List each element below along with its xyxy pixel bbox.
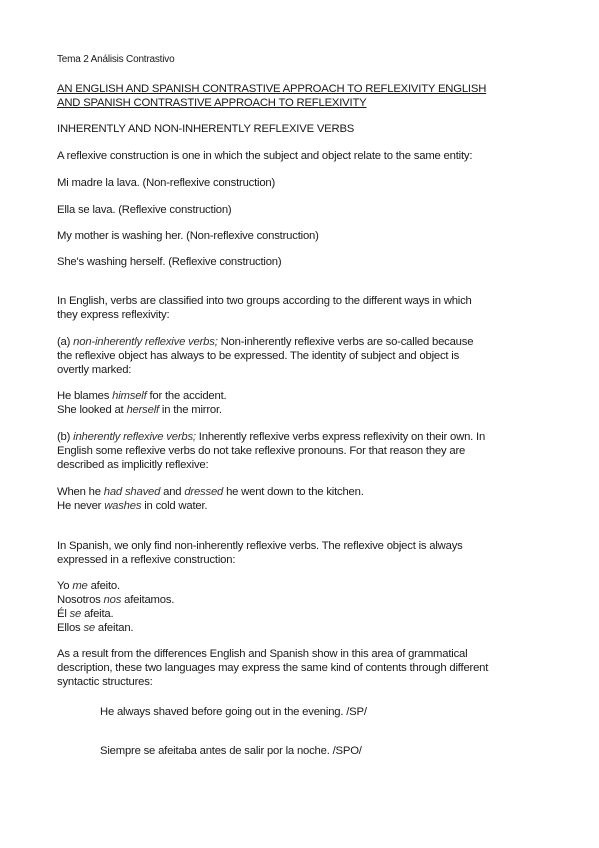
- example-sentence: My mother is washing her. (Non-reflexive construction): [57, 230, 319, 242]
- example-a-line: She looked at herself in the mirror.: [57, 404, 222, 416]
- point-a-line: the reflexive object has always to be expressed. The identity of subject and object is: [57, 350, 460, 362]
- example-sentence: Mi madre la lava. (Non-reflexive construction): [57, 177, 276, 189]
- example-b-line: When he had shaved and dressed he went down to the kitchen.: [57, 486, 364, 498]
- example-sentence: She's washing herself. (Reflexive construction): [57, 256, 282, 268]
- conclusion-line: syntactic structures:: [57, 676, 153, 688]
- final-example: Siempre se afeitaba antes de salir por la noche. /SPO/: [100, 745, 362, 757]
- point-a-line: overtly marked:: [57, 364, 132, 376]
- spanish-example: Él se afeita.: [57, 608, 114, 620]
- conclusion-line: As a result from the differences English and Spanish show in this area of grammatical: [57, 648, 468, 660]
- spanish-intro-line: expressed in a reflexive construction:: [57, 554, 236, 566]
- final-example: He always shaved before going out in the evening. /SP/: [100, 706, 367, 718]
- example-sentence: Ella se lava. (Reflexive construction): [57, 204, 232, 216]
- example-b-line: He never washes in cold water.: [57, 500, 208, 512]
- title-line-1: AN ENGLISH AND SPANISH CONTRASTIVE APPROACH TO REFLEXIVITY ENGLISH: [57, 83, 487, 95]
- conclusion-line: description, these two languages may express the same kind of contents through different: [57, 662, 489, 674]
- english-intro-line: In English, verbs are classified into two groups according to the different ways in which: [57, 295, 472, 307]
- spanish-example: Ellos se afeitan.: [57, 622, 134, 634]
- section-heading: INHERENTLY AND NON-INHERENTLY REFLEXIVE VERBS: [57, 123, 355, 135]
- term-inherently-reflexive: inherently reflexive verbs;: [73, 431, 196, 443]
- spanish-example: Nosotros nos afeitamos.: [57, 594, 175, 606]
- title-line-2: AND SPANISH CONTRASTIVE APPROACH TO REFLEXIVITY: [57, 97, 367, 109]
- document-header: Tema 2 Análisis Contrastivo: [57, 54, 175, 65]
- point-b-line: English some reflexive verbs do not take reflexive pronouns. For that reason they are: [57, 445, 466, 457]
- example-a-line: He blames himself for the accident.: [57, 390, 227, 402]
- spanish-example: Yo me afeito.: [57, 580, 120, 592]
- point-b-line: (b) inherently reflexive verbs; Inherently reflexive verbs express reflexivity on their own. In: [57, 431, 486, 443]
- point-a-line: (a) non-inherently reflexive verbs; Non-inherently reflexive verbs are so-called because: [57, 336, 474, 348]
- point-b-line: described as implicitly reflexive:: [57, 459, 209, 471]
- term-non-inherently-reflexive: non-inherently reflexive verbs;: [73, 336, 218, 348]
- english-intro-line: they express reflexivity:: [57, 309, 170, 321]
- definition-text: A reflexive construction is one in which the subject and object relate to the same entity:: [57, 150, 473, 162]
- spanish-intro-line: In Spanish, we only find non-inherently reflexive verbs. The reflexive object is always: [57, 540, 463, 552]
